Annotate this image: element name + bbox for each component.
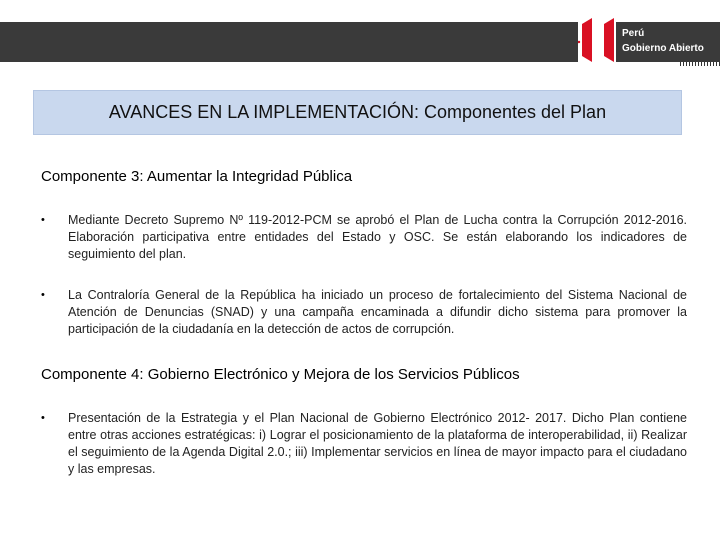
brand-line-1: Perú <box>622 28 645 39</box>
section-heading-3: Componente 3: Aumentar la Integridad Pública <box>41 168 353 185</box>
brand-line-2: Gobierno Abierto <box>622 43 704 54</box>
bullet-marker: • <box>41 412 45 424</box>
section-heading-4: Componente 4: Gobierno Electrónico y Mejora de los Servicios Públicos <box>41 366 520 383</box>
bullet-text: La Contraloría General de la República ha iniciado un proceso de fortalecimiento del Sistema Nacional de Atención de Denuncias (SNAD) y una campaña encaminada a difundir dicho sistema para promover la participación de la ciudadanía en la detección de actos de corrupción. <box>68 288 687 336</box>
bullet-text: Presentación de la Estrategia y el Plan Nacional de Gobierno Electrónico 2012- 2017. Dicho Plan contiene entre otras acciones estratégicas: i) Lograr el posicionamiento de la plataforma de interoperabilidad, ii) Realizar el seguimiento de la Agenda Digital 2.0.; iii) Implementar servicios en línea de mayor impacto para el ciudadano y las empresas. <box>68 411 687 476</box>
slide-title: AVANCES EN LA IMPLEMENTACIÓN: Componentes del Plan <box>108 102 607 122</box>
bullet-text: Mediante Decreto Supremo Nº 119-2012-PCM se aprobó el Plan de Lucha contra la Corrupción 2012-2016. Elaboración participativa entre entidades del Estado y OSC. Se están elaborando los indicadores de seguimiento del plan. <box>68 213 687 261</box>
list-item <box>41 410 687 478</box>
peru-flag-logo-icon <box>578 16 618 64</box>
brand-text <box>622 26 720 56</box>
bullet-marker: • <box>41 289 45 301</box>
list-item <box>41 287 687 338</box>
bullet-marker: • <box>41 214 45 226</box>
list-item <box>41 212 687 263</box>
slide-title-box <box>33 90 682 135</box>
decorative-stripes <box>680 62 720 66</box>
